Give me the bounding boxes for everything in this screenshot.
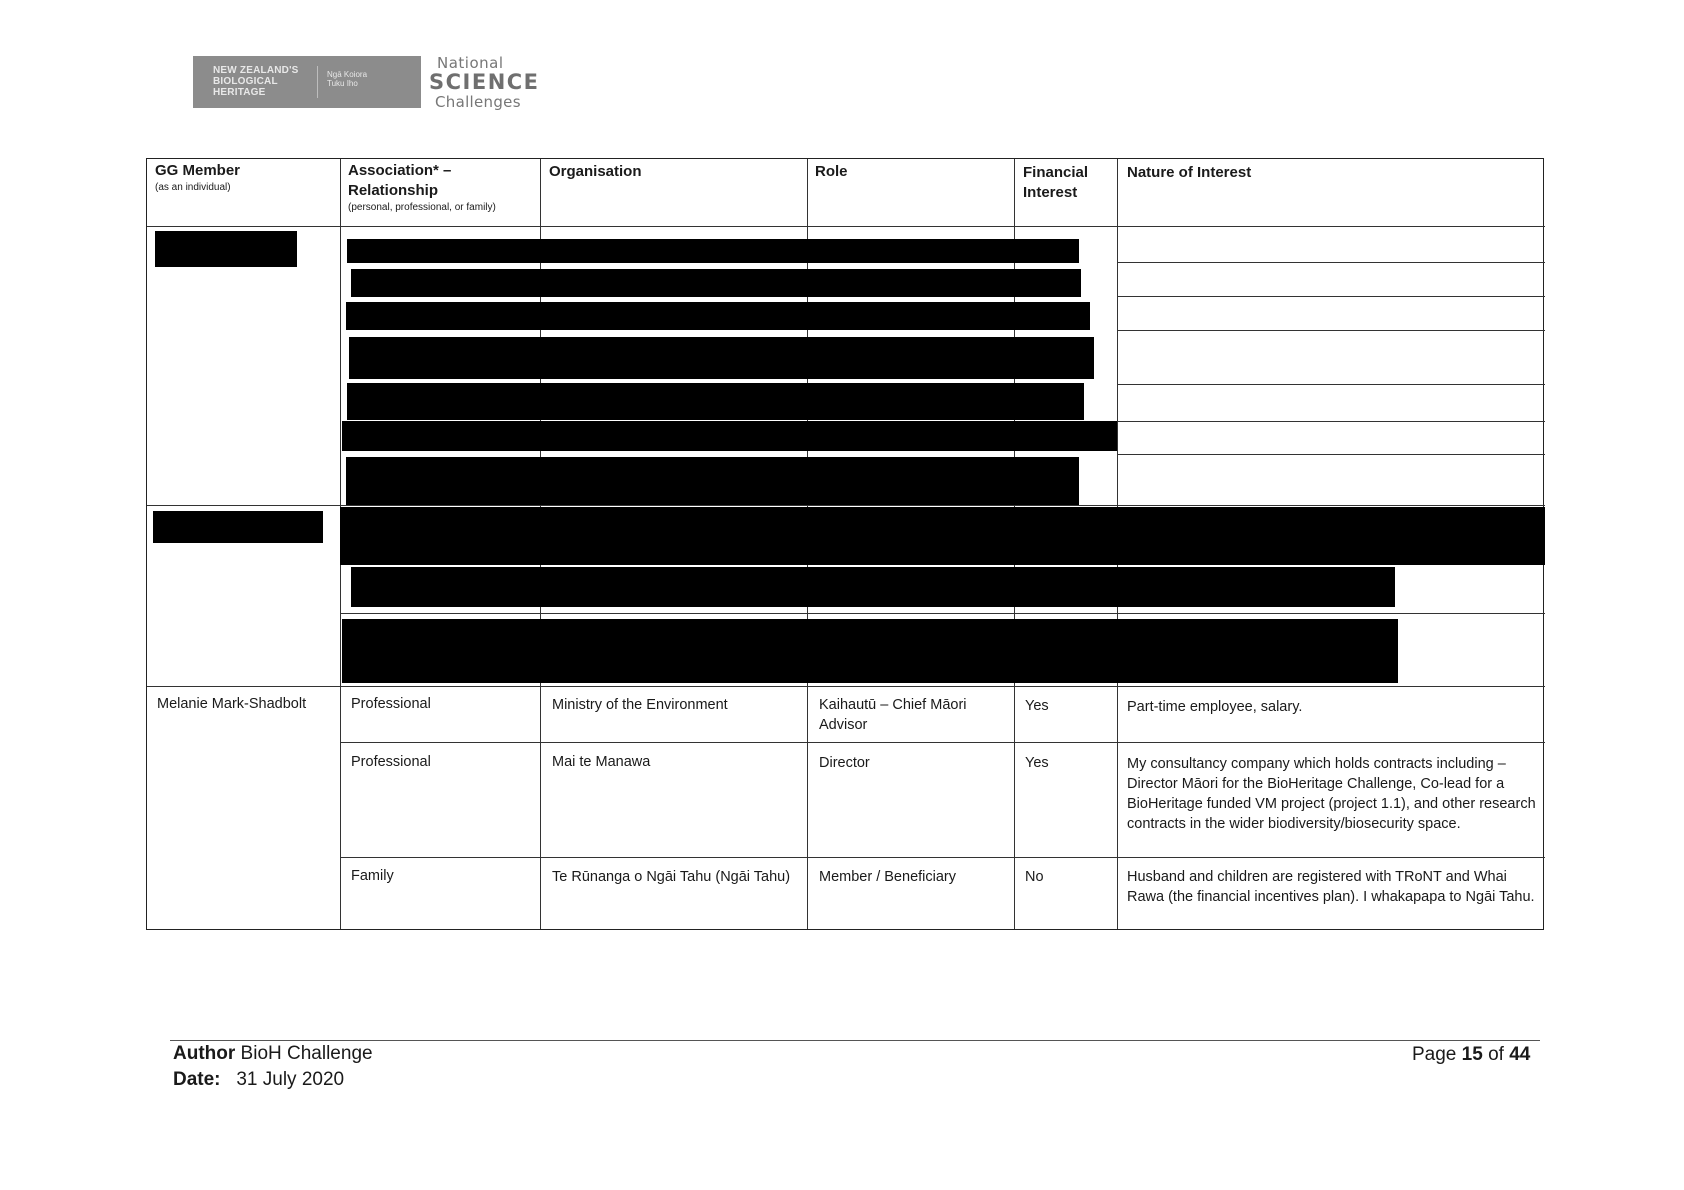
row-divider bbox=[1117, 421, 1545, 422]
redaction-block bbox=[342, 619, 1398, 683]
row-2-nature: My consultancy company which holds contracts including – Director Māori for the BioHeritage Challenge, Co-lead for a BioHeritage funded VM project (project 1.1), and other research contracts in the wider biodiversity/biosecurity space. bbox=[1127, 756, 1536, 832]
header-logo bbox=[193, 52, 540, 112]
row-divider bbox=[1117, 330, 1545, 331]
row-1-organisation: Ministry of the Environment bbox=[552, 697, 728, 713]
logo-maori-1: Ngā Koiora bbox=[327, 70, 368, 79]
row-divider bbox=[340, 857, 1545, 858]
redaction-block bbox=[349, 337, 1094, 379]
author-value: BioH Challenge bbox=[240, 1043, 373, 1064]
redaction-block bbox=[340, 507, 1545, 565]
header-role: Role bbox=[815, 163, 848, 180]
row-divider bbox=[340, 613, 1545, 614]
row-3-financial: No bbox=[1025, 869, 1044, 885]
date-value: 31 July 2020 bbox=[236, 1069, 345, 1090]
logo-line-3: HERITAGE bbox=[213, 87, 266, 98]
footer-divider bbox=[170, 1040, 1540, 1041]
row-divider bbox=[1117, 384, 1545, 385]
row-1-role: Kaihautū – Chief Māori Advisor bbox=[819, 697, 967, 733]
header-divider bbox=[147, 226, 1545, 227]
header-organisation: Organisation bbox=[549, 163, 642, 180]
row-divider bbox=[1117, 296, 1545, 297]
footer-author bbox=[173, 1042, 373, 1066]
ns-challenges: Challenges bbox=[435, 93, 521, 111]
row-divider bbox=[1117, 262, 1545, 263]
redaction-block bbox=[346, 302, 1090, 330]
header-association: Association* – Relationship (personal, professional, or family) bbox=[348, 162, 496, 213]
interests-table bbox=[146, 158, 1544, 930]
redaction-block bbox=[155, 231, 297, 267]
row-2-association: Professional bbox=[351, 754, 431, 770]
row-1-financial: Yes bbox=[1025, 698, 1049, 714]
redaction-block bbox=[351, 567, 1395, 607]
row-2-financial: Yes bbox=[1025, 755, 1049, 771]
row-3-organisation: Te Rūnanga o Ngāi Tahu (Ngāi Tahu) bbox=[552, 869, 791, 885]
logo-line-1: NEW ZEALAND'S bbox=[213, 65, 299, 76]
ns-science: SCIENCE bbox=[429, 70, 540, 94]
row-2-organisation: Mai te Manawa bbox=[552, 754, 651, 770]
redaction-block bbox=[153, 511, 323, 543]
footer-date bbox=[173, 1068, 344, 1092]
header-nature-of-interest: Nature of Interest bbox=[1127, 164, 1252, 181]
logo-divider bbox=[317, 66, 318, 98]
biological-heritage-logo bbox=[193, 56, 421, 108]
redaction-block bbox=[346, 457, 1079, 505]
redaction-block bbox=[347, 239, 1079, 263]
row-divider bbox=[340, 742, 1545, 743]
row-1-nature: Part-time employee, salary. bbox=[1127, 699, 1303, 715]
row-divider bbox=[1117, 454, 1545, 455]
row-2-role: Director bbox=[819, 755, 870, 771]
page-number: Page 15 of 44 bbox=[1412, 1044, 1531, 1065]
row-3-role: Member / Beneficiary bbox=[819, 869, 956, 885]
redaction-block bbox=[342, 421, 1117, 451]
row-3-nature: Husband and children are registered with TRoNT and Whai Rawa (the financial incentives plan). I whakapapa to Ngāi Tahu. bbox=[1127, 869, 1535, 905]
row-3-association: Family bbox=[351, 868, 394, 884]
row-divider bbox=[147, 505, 1545, 506]
row-divider bbox=[147, 686, 1545, 687]
logo-line-2: BIOLOGICAL bbox=[213, 76, 278, 87]
header-financial-interest: Financial Interest bbox=[1023, 164, 1089, 201]
author-label: Author bbox=[173, 1043, 236, 1064]
member-name: Melanie Mark-Shadbolt bbox=[157, 696, 307, 712]
redaction-block bbox=[347, 383, 1084, 420]
row-1-association: Professional bbox=[351, 696, 431, 712]
ns-national: National bbox=[437, 54, 504, 72]
redaction-block bbox=[351, 269, 1081, 297]
date-label: Date: bbox=[173, 1069, 221, 1090]
logo-maori-2: Tuku Iho bbox=[327, 79, 358, 88]
header-gg-member: GG Member (as an individual) bbox=[155, 162, 241, 193]
